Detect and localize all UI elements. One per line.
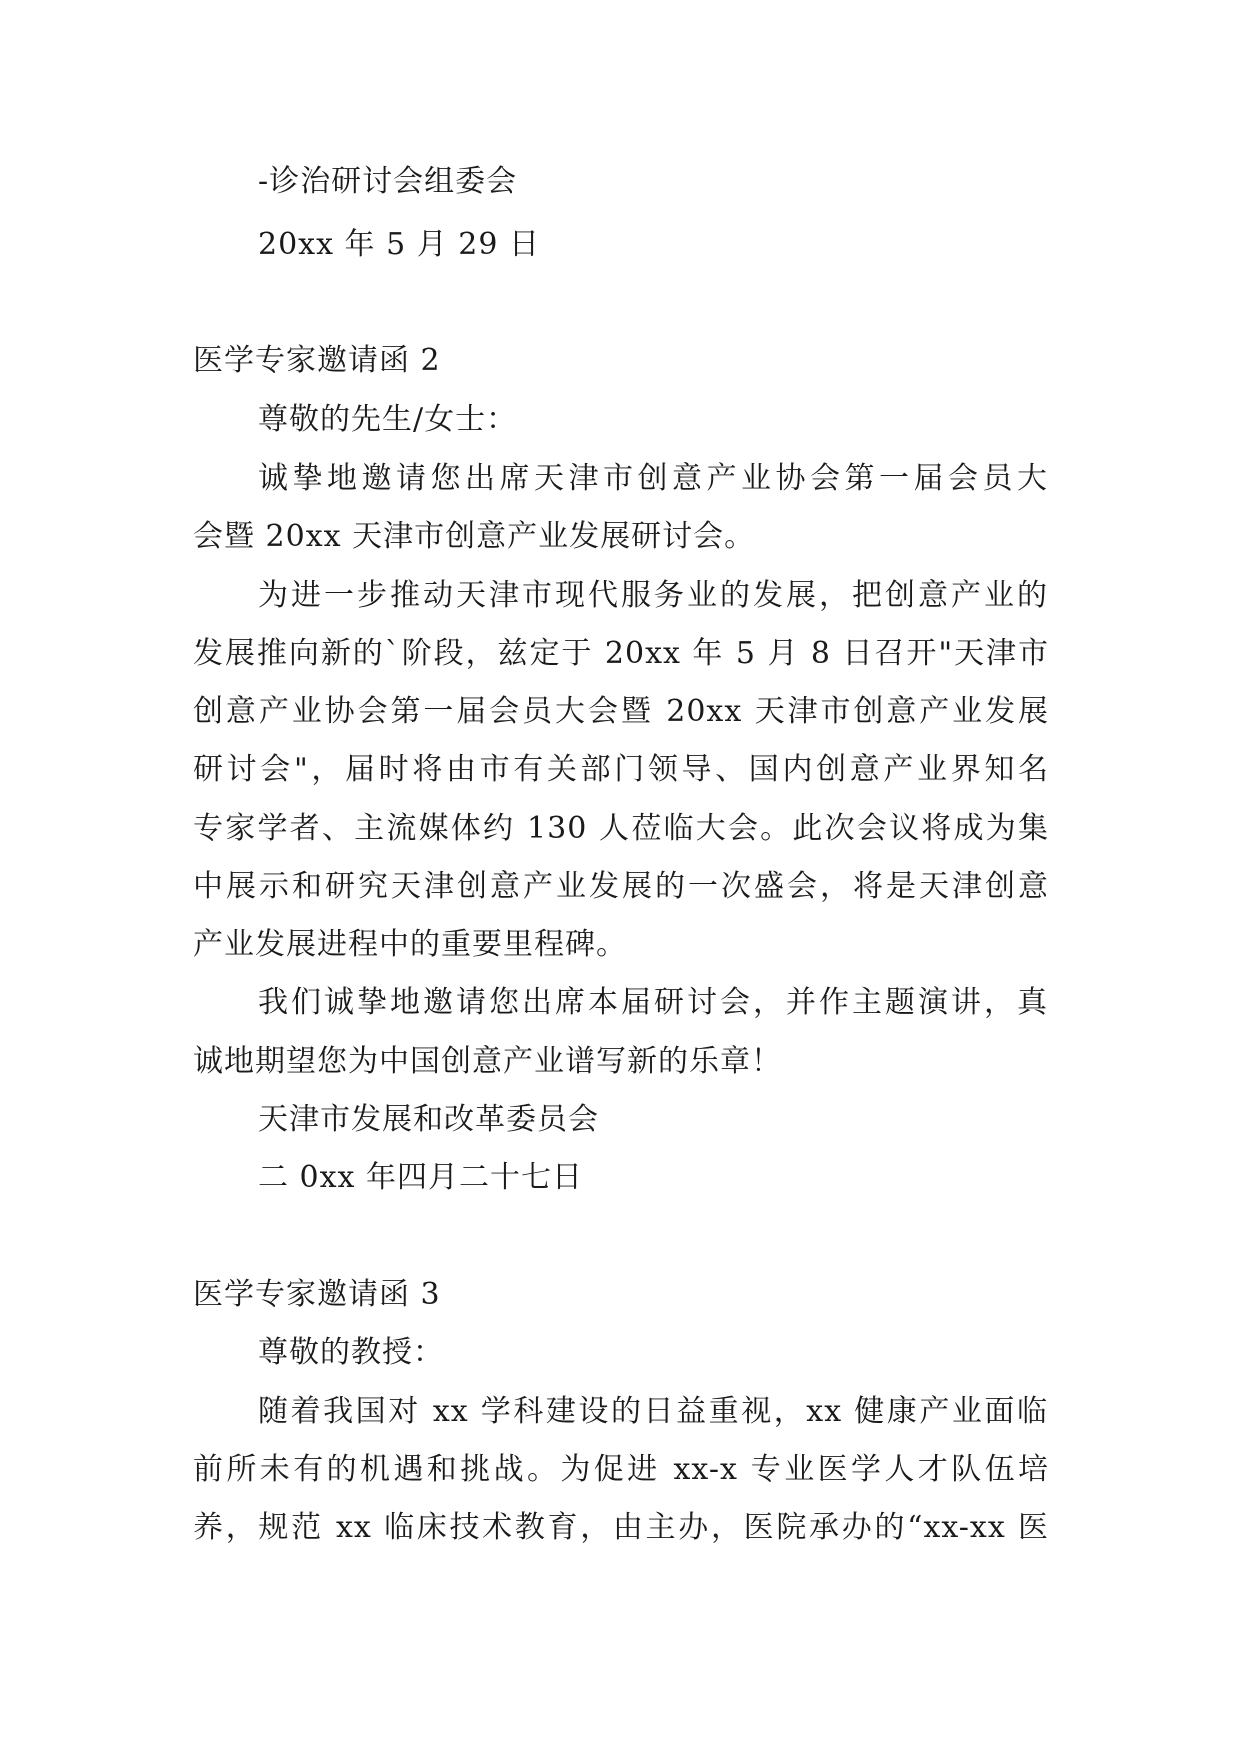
paragraph-line: 我们诚挚地邀请您出席本届研讨会，并作主题演讲，真: [258, 985, 1048, 1020]
paragraph-line: 前所未有的机遇和挑战。为促进 xx-x 专业医学人才队伍培: [193, 1452, 1049, 1487]
signature: 天津市发展和改革委员会: [258, 1102, 599, 1137]
paragraph-line: 发展推向新的`阶段，兹定于 20xx 年 5 月 8 日召开"天津市: [193, 636, 1049, 671]
paragraph-line: 为进一步推动天津市现代服务业的发展，把创意产业的: [258, 578, 1048, 613]
paragraph-line: 专家学者、主流媒体约 130 人莅临大会。此次会议将成为集: [193, 811, 1049, 846]
paragraph-line: 会暨 20xx 天津市创意产业发展研讨会。: [193, 519, 756, 554]
paragraph-line: 养，规范 xx 临床技术教育，由主办，医院承办的“xx-xx 医: [193, 1510, 1049, 1545]
paragraph-line: 诚地期望您为中国创意产业谱写新的乐章！: [193, 1044, 782, 1079]
paragraph-line: 诚挚地邀请您出席天津市创意产业协会第一届会员大: [258, 461, 1048, 496]
paragraph-line: 中展示和研究天津创意产业发展的一次盛会，将是天津创意: [193, 869, 1049, 904]
paragraph-line: 研讨会"，届时将由市有关部门领导、国内创意产业界知名: [193, 752, 1049, 787]
letter-heading: 医学专家邀请函 2: [193, 343, 441, 378]
signature-date: 二 0xx 年四月二十七日: [258, 1160, 583, 1195]
paragraph-line: 产业发展进程中的重要里程碑。: [193, 927, 627, 962]
letter-heading: 医学专家邀请函 3: [193, 1277, 441, 1312]
closing-date: 20xx 年 5 月 29 日: [258, 227, 540, 262]
paragraph-line: 创意产业协会第一届会员大会暨 20xx 天津市创意产业发展: [193, 694, 1049, 729]
salutation: 尊敬的先生/女士：: [258, 402, 518, 437]
closing-organization: -诊治研讨会组委会: [258, 164, 518, 199]
salutation: 尊敬的教授：: [258, 1335, 444, 1370]
paragraph-line: 随着我国对 xx 学科建设的日益重视，xx 健康产业面临: [258, 1394, 1048, 1429]
